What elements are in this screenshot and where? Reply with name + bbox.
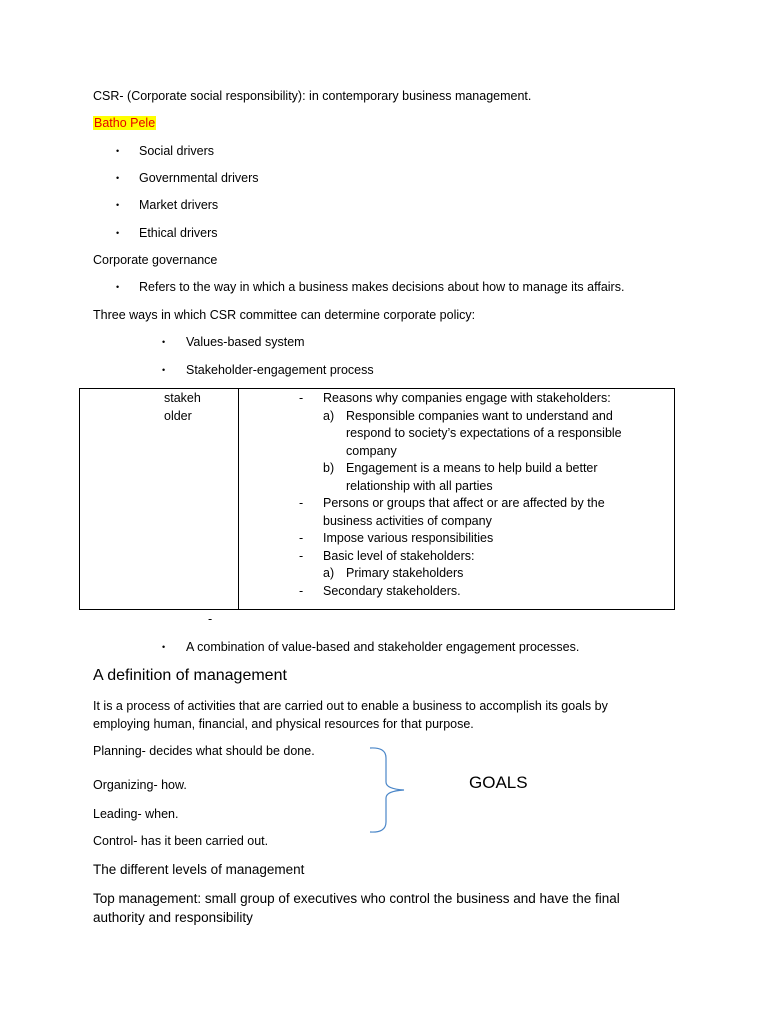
bullet-icon: • xyxy=(116,282,120,292)
function-leading: Leading- when. xyxy=(93,807,179,821)
stakeholder-detail-text: Primary stakeholders xyxy=(346,566,464,580)
definition-paragraph-line: It is a process of activities that are carried out to enable a business to accomplish its goals by xyxy=(93,699,608,713)
stakeholder-detail-text: relationship with all parties xyxy=(346,478,493,493)
stakeholder-detail-line xyxy=(239,425,674,443)
definition-paragraph-line: employing human, financial, and physical resources for that purpose. xyxy=(93,717,474,731)
stakeholder-detail-line xyxy=(239,583,674,601)
list-dash-marker: - xyxy=(299,531,304,545)
stakeholder-label: stakeholder xyxy=(164,391,201,423)
stakeholder-table xyxy=(79,388,675,610)
bullet-icon: • xyxy=(116,228,120,238)
levels-heading: The different levels of management xyxy=(93,862,305,877)
corporate-governance-bullet: Refers to the way in which a business makes decisions about how to manage its affairs. xyxy=(139,280,625,294)
driver-item: Social drivers xyxy=(139,144,215,158)
stakeholder-detail-text: Basic level of stakeholders: xyxy=(323,548,475,563)
stakeholder-details-list xyxy=(239,389,674,600)
stakeholder-detail-line xyxy=(239,460,674,478)
list-dash-marker: - xyxy=(299,496,304,510)
bullet-icon: • xyxy=(116,146,120,156)
stakeholder-detail-text: Secondary stakeholders. xyxy=(323,583,461,598)
function-organizing: Organizing- how. xyxy=(93,778,187,792)
bullet-icon: • xyxy=(116,173,120,183)
batho-pele-highlight: Batho Pele xyxy=(94,116,156,130)
list-dash-marker: - xyxy=(299,583,304,598)
driver-item: Ethical drivers xyxy=(139,226,218,240)
bullet-icon: • xyxy=(162,642,166,652)
stakeholder-detail-line xyxy=(239,530,674,548)
three-ways-item: Values-based system xyxy=(186,335,305,349)
stakeholder-detail-line xyxy=(239,443,674,461)
top-management-line: Top management: small group of executives who control the business and have the final xyxy=(93,891,620,906)
three-ways-heading: Three ways in which CSR committee can determine corporate policy: xyxy=(93,308,476,322)
three-ways-item: Stakeholder-engagement process xyxy=(186,363,374,377)
stakeholder-detail-line xyxy=(239,513,674,531)
stakeholder-detail-text: respond to society’s expectations of a responsible xyxy=(346,426,622,440)
function-planning: Planning- decides what should be done. xyxy=(93,744,315,758)
stakeholder-detail-text: Engagement is a means to help build a better xyxy=(346,461,598,475)
bullet-icon: • xyxy=(162,337,166,347)
stakeholder-detail-line xyxy=(239,495,674,513)
function-control: Control- has it been carried out. xyxy=(93,834,269,848)
bullet-icon: • xyxy=(162,365,166,375)
stakeholder-label-cell xyxy=(80,389,239,610)
highlight-line xyxy=(93,114,156,132)
stakeholder-details-cell xyxy=(239,389,675,610)
stakeholder-detail-text: business activities of company xyxy=(323,513,492,528)
list-dash-marker: - xyxy=(299,548,304,563)
corporate-governance-heading: Corporate governance xyxy=(93,253,218,267)
stakeholder-detail-text: Impose various responsibilities xyxy=(323,531,494,545)
bullet-icon: • xyxy=(116,200,120,210)
stakeholder-detail-text: Responsible companies want to understand and xyxy=(346,408,613,423)
stakeholder-detail-line xyxy=(239,390,674,408)
stakeholder-detail-text: Persons or groups that affect or are affected by the xyxy=(323,496,605,510)
stakeholder-detail-line xyxy=(239,408,674,426)
top-management-line: authority and responsibility xyxy=(93,910,253,925)
list-dash-marker: - xyxy=(299,391,304,405)
driver-item: Market drivers xyxy=(139,198,219,212)
stray-dash: - xyxy=(208,612,213,626)
definition-heading: A definition of management xyxy=(93,667,287,684)
stakeholder-detail-text: company xyxy=(346,443,397,458)
list-letter-marker: a) xyxy=(323,408,335,423)
stakeholder-detail-line xyxy=(239,548,674,566)
right-brace-icon xyxy=(366,744,410,836)
goals-label: GOALS xyxy=(469,773,528,792)
list-letter-marker: b) xyxy=(323,461,335,475)
stakeholder-detail-line xyxy=(239,565,674,583)
csr-title-line: CSR- (Corporate social responsibility): in contemporary business management. xyxy=(93,89,532,103)
combination-item: A combination of value-based and stakeholder engagement processes. xyxy=(186,640,580,654)
stakeholder-detail-line xyxy=(239,478,674,496)
driver-item: Governmental drivers xyxy=(139,171,259,185)
list-letter-marker: a) xyxy=(323,566,335,580)
stakeholder-detail-text: Reasons why companies engage with stakeholders: xyxy=(323,391,611,405)
